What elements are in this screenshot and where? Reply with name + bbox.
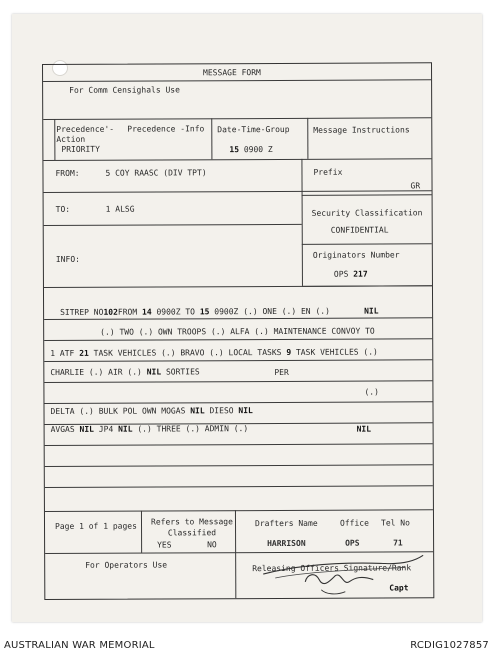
rank-value: Capt bbox=[389, 583, 409, 593]
text-span: DELTA (.) BULK POL OWN MOGAS bbox=[50, 406, 186, 416]
precedence-action-label: Precedence'- Action bbox=[56, 124, 115, 144]
originators-number-label: Originators Number bbox=[312, 250, 400, 260]
handwritten-number: 21 bbox=[79, 348, 89, 358]
nil-entry: NIL bbox=[238, 406, 253, 416]
handwritten-number: 9 bbox=[286, 347, 292, 357]
rule bbox=[44, 224, 302, 226]
body-line-3 bbox=[50, 348, 378, 359]
text-span: DIESO bbox=[209, 406, 234, 416]
body-line-2: (.) TWO (.) OWN TROOPS (.) ALFA (.) MAINTENANCE CONVOY TO bbox=[100, 326, 375, 337]
form-title: MESSAGE FORM bbox=[203, 68, 261, 78]
rule bbox=[44, 190, 432, 193]
message-form bbox=[42, 62, 434, 600]
comm-use-label: For Comm Censighals Use bbox=[69, 85, 180, 95]
footer-institution: AUSTRALIAN WAR MEMORIAL bbox=[4, 640, 155, 651]
rule bbox=[43, 79, 431, 82]
rule bbox=[54, 119, 55, 160]
body-line-6 bbox=[50, 406, 252, 417]
yes-option: YES bbox=[157, 540, 172, 550]
text-span: 0900Z TO bbox=[156, 307, 196, 317]
handwritten-number: 14 bbox=[141, 307, 152, 317]
text-span: 0900Z (.) ONE (.) EN (.) bbox=[214, 306, 330, 317]
originators-number-value bbox=[334, 270, 368, 280]
body-line-5: (.) bbox=[364, 387, 379, 397]
signature-scribble bbox=[245, 551, 435, 602]
text-span: TASK VEHICLES (.) bbox=[295, 347, 378, 357]
originators-prefix: OPS bbox=[333, 269, 349, 279]
body-line-4 bbox=[50, 367, 199, 378]
operators-use-label: For Operators Use bbox=[85, 560, 168, 570]
text-span: SORTIES bbox=[165, 367, 200, 377]
dtg-label: Date-Time-Group bbox=[217, 124, 290, 135]
drafter-name-value: HARRISON bbox=[267, 538, 306, 549]
handwritten-number: 15 bbox=[199, 307, 210, 317]
nil-entry: NIL bbox=[364, 306, 379, 316]
tel-no-label: Tel No bbox=[380, 518, 410, 528]
from-label: FROM: bbox=[55, 168, 80, 178]
from-value: 5 COY RAASC (DIV TPT) bbox=[105, 168, 207, 178]
rule bbox=[141, 511, 142, 553]
dtg-day: 15 bbox=[229, 145, 240, 155]
office-label: Office bbox=[339, 518, 369, 528]
drafters-name-label: Drafters Name bbox=[254, 518, 318, 529]
text-span: SITREP NO bbox=[60, 307, 104, 317]
body-line-4-per: PER bbox=[274, 367, 289, 377]
rule bbox=[44, 401, 432, 404]
text-span: FROM bbox=[117, 307, 138, 317]
info-label: INFO: bbox=[55, 254, 80, 264]
body-line-1 bbox=[60, 307, 330, 318]
office-value: OPS bbox=[345, 538, 360, 548]
rule bbox=[43, 158, 431, 161]
rule bbox=[302, 243, 432, 245]
rule bbox=[302, 194, 432, 196]
no-option: NO bbox=[207, 540, 217, 550]
rule bbox=[45, 443, 433, 446]
rule bbox=[211, 118, 212, 159]
precedence-action-value: PRIORITY bbox=[61, 144, 100, 154]
tel-value: 71 bbox=[393, 538, 403, 548]
nil-entry: NIL bbox=[356, 424, 372, 434]
nil-entry: NIL bbox=[79, 424, 94, 434]
text-span: (.) THREE (.) ADMIN (.) bbox=[137, 424, 249, 434]
precedence-info-label: Precedence -Info bbox=[127, 124, 205, 134]
handwritten-number: 102 bbox=[103, 307, 118, 317]
rule bbox=[45, 485, 433, 488]
footer-reference: RCDIG1027857 bbox=[410, 640, 489, 651]
rule bbox=[44, 338, 432, 341]
nil-entry: NIL bbox=[118, 424, 133, 434]
refers-to-message-label: Refers to Message Classified bbox=[150, 517, 233, 538]
rule bbox=[44, 285, 432, 288]
security-classification-label: Security Classification bbox=[311, 208, 423, 218]
text-span: CHARLIE (.) AIR (.) bbox=[50, 367, 142, 377]
prefix-value: GR bbox=[410, 181, 421, 191]
rule bbox=[43, 117, 431, 120]
text-span: JP4 bbox=[98, 424, 114, 434]
nil-entry: NIL bbox=[146, 367, 162, 377]
to-value: 1 ALSG bbox=[105, 204, 135, 214]
text-span: AVGAS bbox=[50, 424, 75, 434]
rule bbox=[307, 118, 308, 159]
nil-entry: NIL bbox=[190, 406, 205, 416]
dtg-value bbox=[229, 145, 272, 155]
rule bbox=[44, 380, 432, 383]
prefix-label: Prefix bbox=[313, 167, 343, 177]
dtg-time: 0900 Z bbox=[243, 144, 273, 155]
rule bbox=[45, 464, 433, 467]
text-span: TASK VEHICLES (.) BRAVO (.) LOCAL TASKS bbox=[93, 347, 282, 358]
message-instructions-label: Message Instructions bbox=[313, 125, 410, 135]
body-line-7 bbox=[51, 424, 249, 435]
security-classification-value: CONFIDENTIAL bbox=[330, 225, 389, 235]
rule bbox=[301, 159, 303, 286]
rule bbox=[44, 359, 432, 362]
to-label: TO: bbox=[55, 204, 71, 214]
rule bbox=[45, 509, 433, 512]
text-span: 1 ATF bbox=[50, 348, 75, 358]
releasing-officer-label: Releasing Officers Signature/Rank bbox=[252, 563, 412, 574]
rule bbox=[235, 510, 236, 598]
originators-num: 217 bbox=[353, 269, 368, 279]
page-count: Page 1 of 1 pages bbox=[54, 521, 137, 531]
